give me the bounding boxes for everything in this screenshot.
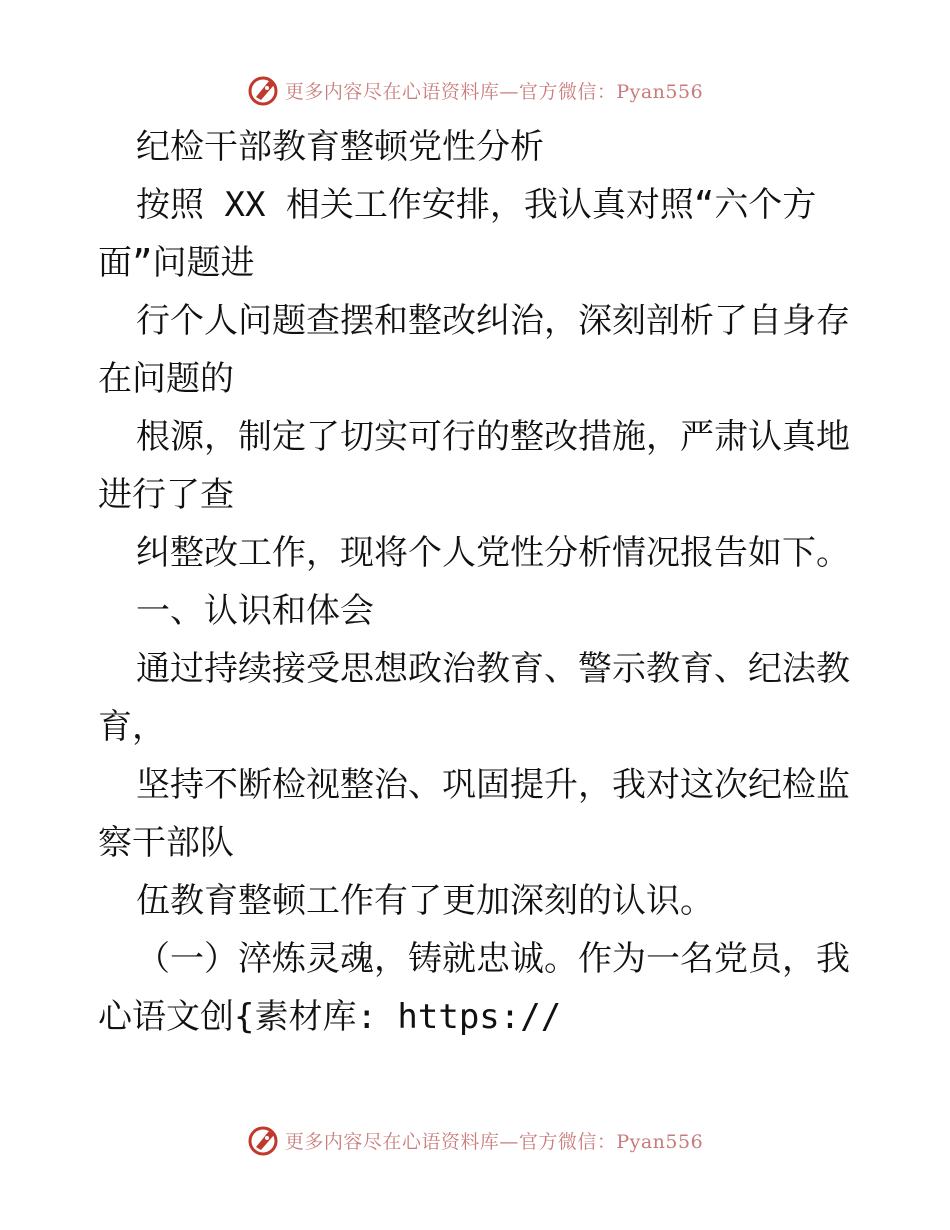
document-line: 察干部队 [98, 823, 234, 863]
pen-nib-logo-icon [247, 1123, 281, 1157]
document-line: 纠整改工作，现将个人党性分析情况报告如下。 [136, 533, 850, 573]
footer-banner-text: 更多内容尽在心语资料库—官方微信：Pyan556 [284, 1130, 704, 1153]
header-banner [0, 70, 950, 110]
document-body [98, 122, 858, 1050]
document-line: 通过持续接受思想政治教育、警示教育、纪法教 [136, 649, 850, 689]
document-line: 伍教育整顿工作有了更加深刻的认识。 [136, 881, 714, 921]
document-line: 面”问题进 [98, 243, 255, 283]
header-banner-text: 更多内容尽在心语资料库—官方微信：Pyan556 [284, 80, 704, 103]
document-line: 行个人问题查摆和整改纠治，深刻剖析了自身存 [136, 301, 850, 341]
document-line: 按照 XX 相关工作安排，我认真对照“六个方 [136, 185, 817, 225]
document-line: 纪检干部教育整顿党性分析 [136, 127, 544, 167]
document-line: 坚持不断检视整治、巩固提升，我对这次纪检监 [136, 765, 850, 805]
document-line: 育， [98, 707, 166, 747]
footer-banner [0, 1120, 950, 1160]
document-line: 根源，制定了切实可行的整改措施，严肃认真地 [136, 417, 850, 457]
document-line: 在问题的 [98, 359, 234, 399]
pen-nib-logo-icon [247, 73, 281, 107]
document-line: （一）淬炼灵魂，铸就忠诚。作为一名党员，我 [136, 939, 850, 979]
document-line: 心语文创{素材库: https:// [98, 997, 562, 1037]
document-line: 一、认识和体会 [136, 591, 374, 631]
document-line: 进行了查 [98, 475, 234, 515]
